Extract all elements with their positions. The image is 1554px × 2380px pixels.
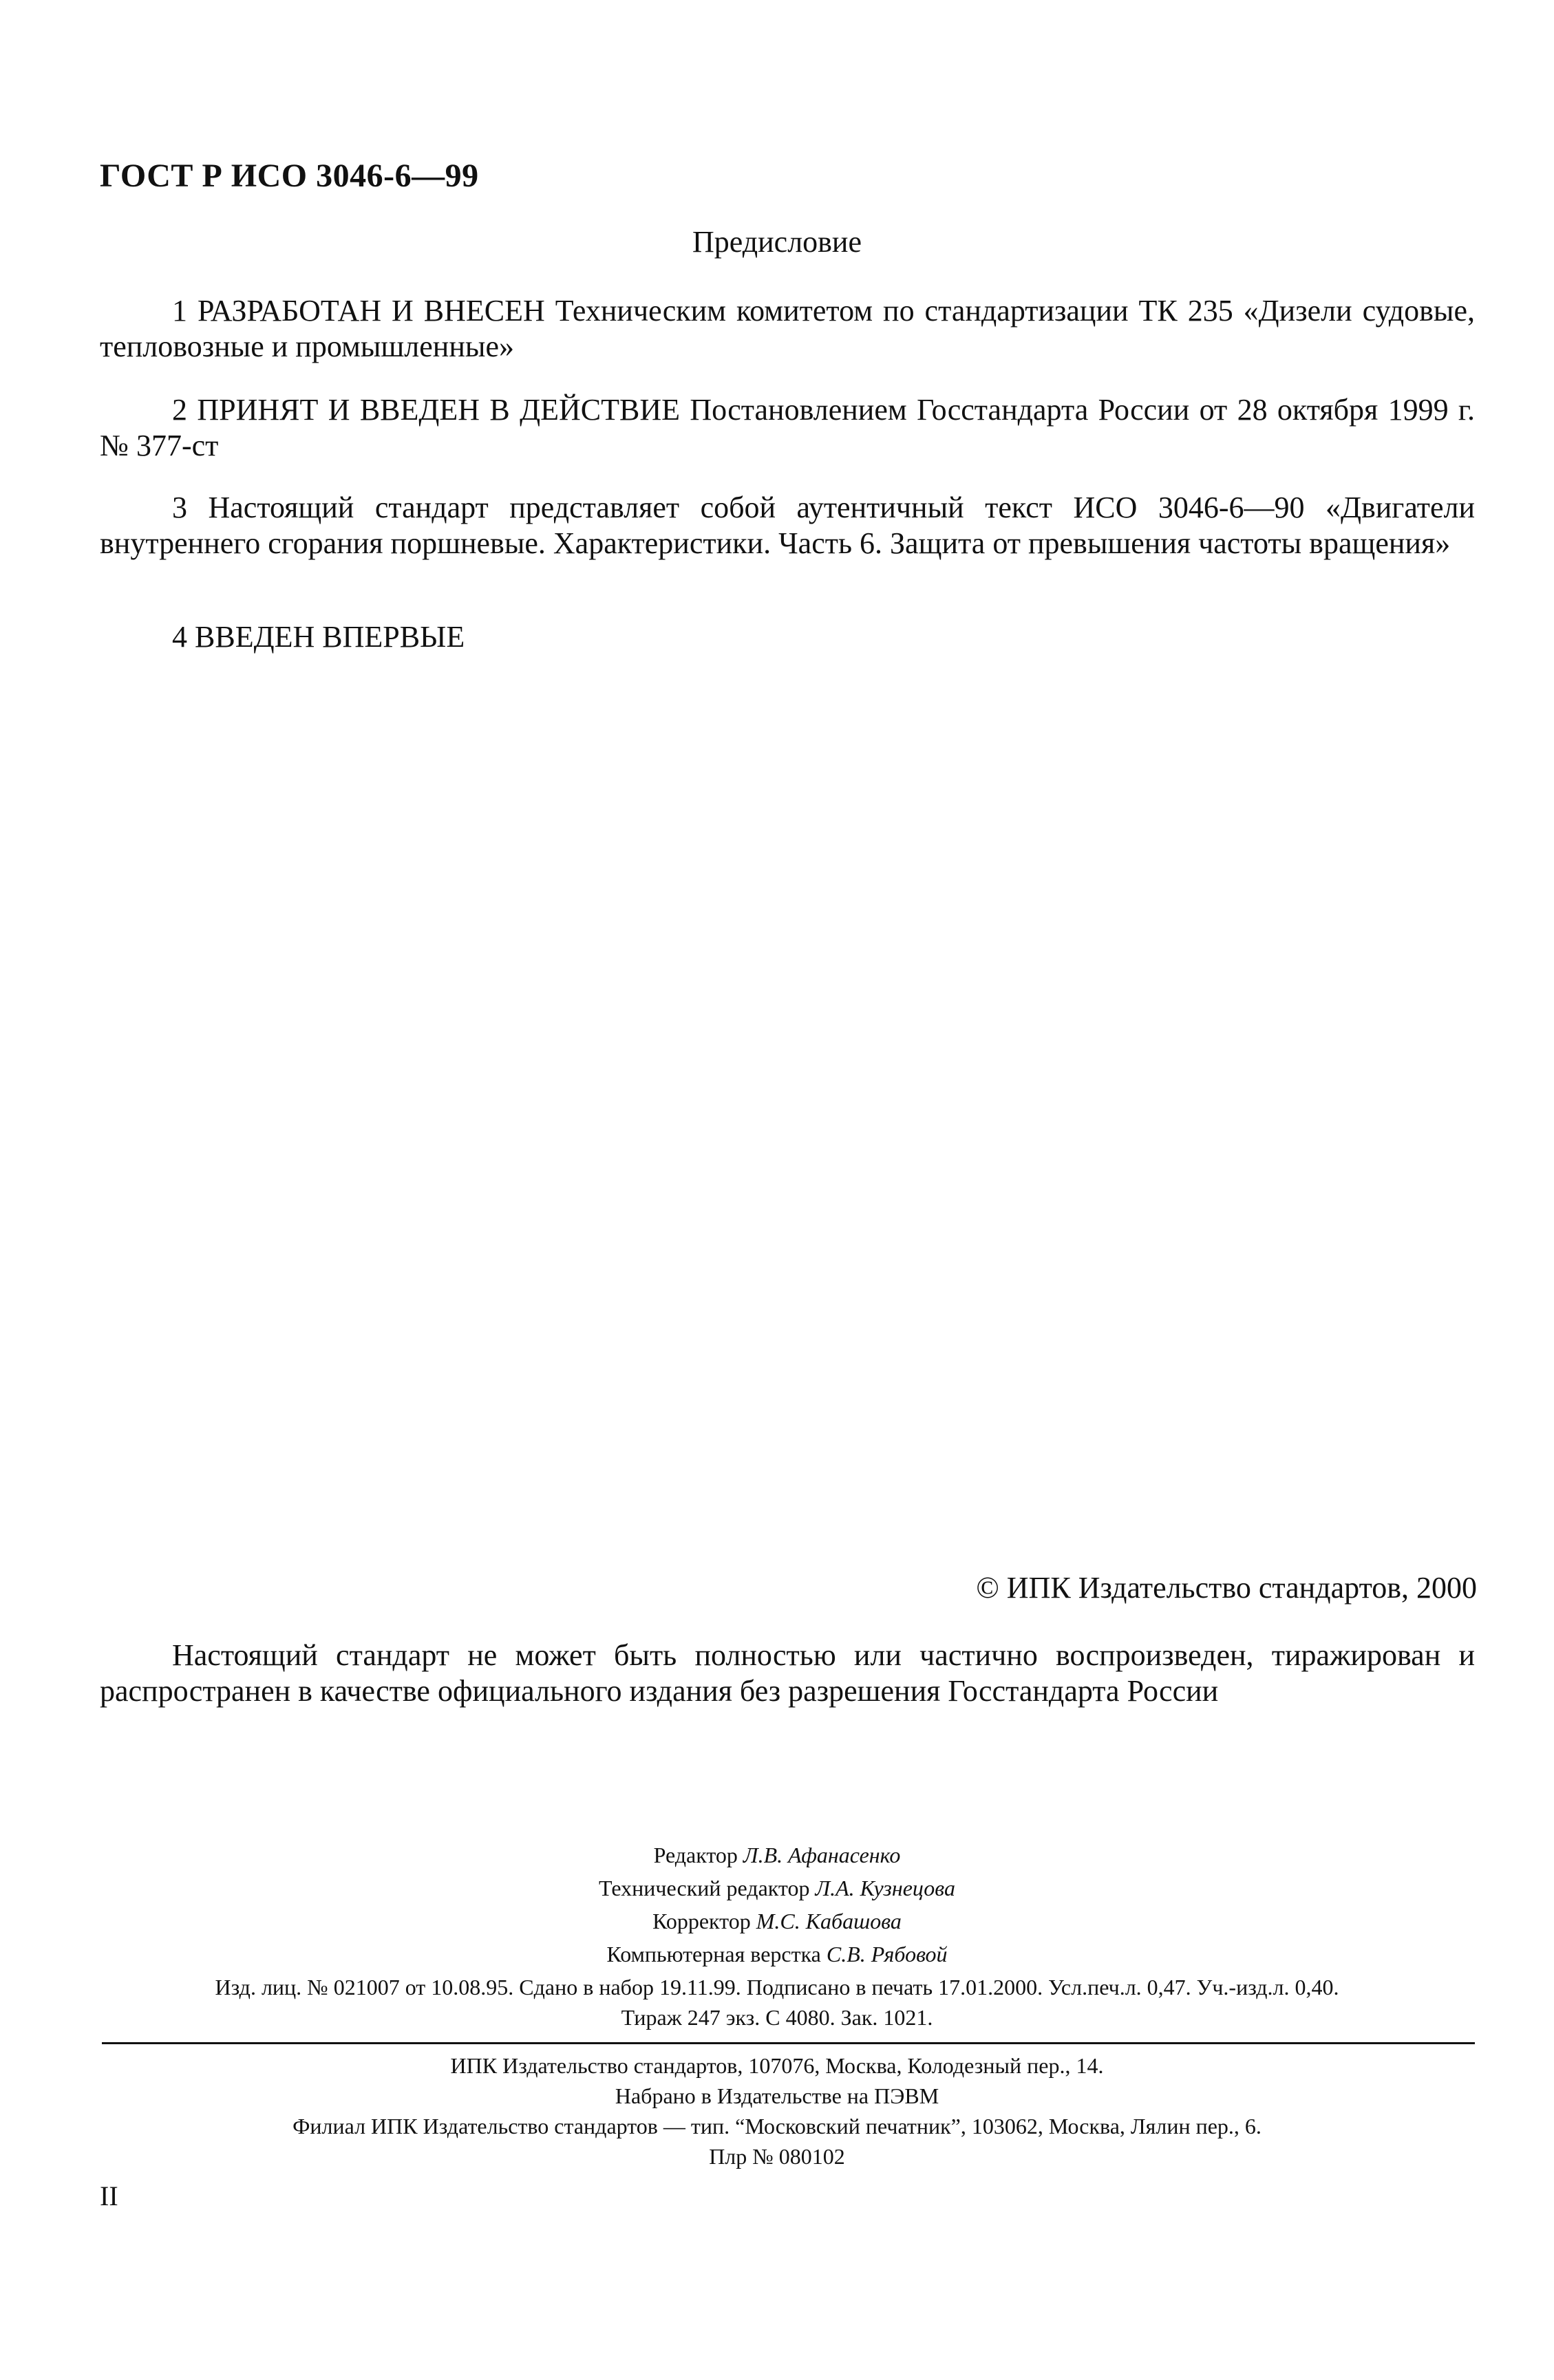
credit-role: Технический редактор — [599, 1876, 810, 1900]
foreword-item-2 — [100, 392, 1475, 464]
foreword-item-4 — [100, 619, 1475, 655]
page-number: II — [100, 2180, 118, 2211]
credit-role: Редактор — [653, 1843, 738, 1867]
publication-details — [0, 1972, 1554, 2033]
credit-name: Л.А. Кузнецова — [815, 1876, 955, 1900]
publication-line-2: Тираж 247 экз. С 4080. Зак. 1021. — [621, 2005, 933, 2030]
credit-role: Корректор — [652, 1909, 751, 1933]
reproduction-notice — [100, 1638, 1475, 1709]
foreword-item-1-text: 1 РАЗРАБОТАН И ВНЕСЕН Техническим комитетом по стандартизации ТК 235 «Дизели судовые, тепловозные и промышленные» — [100, 294, 1475, 363]
imprint-line-2: Набрано в Издательстве на ПЭВМ — [615, 2083, 939, 2108]
imprint-line-1: ИПК Издательство стандартов, 107076, Москва, Колодезный пер., 14. — [450, 2053, 1104, 2078]
foreword-title: Предисловие — [692, 225, 862, 259]
credit-role: Компьютерная верстка — [606, 1942, 821, 1966]
credits-block — [0, 1838, 1554, 1971]
reproduction-notice-text: Настоящий стандарт не может быть полностью или частично воспроизведен, тиражирован и распространен в качестве официального издания без разрешения Госстандарта России — [100, 1638, 1475, 1708]
credit-technical-editor — [0, 1872, 1554, 1905]
imprint-line-4: Плр № 080102 — [709, 2144, 845, 2169]
copyright-line: © ИПК Издательство стандартов, 2000 — [976, 1571, 1477, 1605]
credit-proofreader — [0, 1905, 1554, 1938]
foreword-item-4-text: 4 ВВЕДЕН ВПЕРВЫЕ — [172, 620, 465, 654]
credit-editor — [0, 1838, 1554, 1872]
credit-name: Л.В. Афанасенко — [743, 1843, 901, 1867]
publication-line-1: Изд. лиц. № 021007 от 10.08.95. Сдано в набор 19.11.99. Подписано в печать 17.01.2000. Усл.печ.л. 0,47. Уч.-изд.л. 0,40. — [215, 1975, 1339, 2000]
foreword-item-3-text: 3 Настоящий стандарт представляет собой аутентичный текст ИСО 3046-6—90 «Двигатели внутреннего сгорания поршневые. Характеристики. Часть 6. Защита от превышения частоты вращения» — [100, 491, 1475, 560]
credit-layout — [0, 1938, 1554, 1971]
foreword-item-3 — [100, 490, 1475, 561]
divider-rule — [102, 2042, 1475, 2044]
credit-name: М.С. Кабашова — [756, 1909, 902, 1933]
credit-name: С.В. Рябовой — [826, 1942, 948, 1966]
foreword-item-2-text: 2 ПРИНЯТ И ВВЕДЕН В ДЕЙСТВИЕ Постановлением Госстандарта России от 28 октября 1999 г. № 377-ст — [100, 393, 1475, 462]
imprint-line-3: Филиал ИПК Издательство стандартов — тип. “Московский печатник”, 103062, Москва, Лялин пер., 6. — [292, 2114, 1262, 2138]
foreword-item-1 — [100, 293, 1475, 365]
printer-imprint — [0, 2050, 1554, 2172]
standard-code-header: ГОСТ Р ИСО 3046-6—99 — [100, 158, 479, 194]
